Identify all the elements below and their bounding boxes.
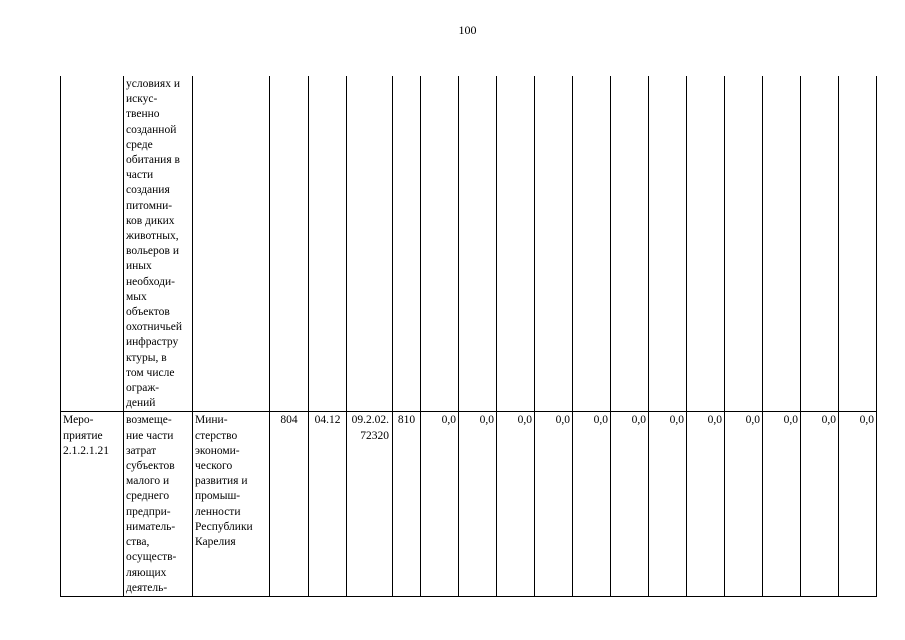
cell-empty xyxy=(801,76,839,412)
cell-value: 0,0 xyxy=(421,412,459,596)
cell-csr: 09.2.02. 72320 xyxy=(347,412,393,596)
page-number: 100 xyxy=(458,23,477,37)
cell-empty xyxy=(421,76,459,412)
cell-grbs: 804 xyxy=(270,412,309,596)
cell-empty xyxy=(535,76,573,412)
cell-empty xyxy=(725,76,763,412)
cell-empty xyxy=(309,76,347,412)
cell-value: 0,0 xyxy=(535,412,573,596)
cell-executor: Мини- стерство экономи- ческого развития и промыш- ленности Республики Карелия xyxy=(193,412,270,596)
cell-value: 0,0 xyxy=(573,412,611,596)
cell-value: 0,0 xyxy=(801,412,839,596)
cell-empty xyxy=(611,76,649,412)
cell-empty xyxy=(347,76,393,412)
cell-measure-empty xyxy=(61,76,124,412)
table-row-measure xyxy=(61,412,877,596)
cell-rzpr: 04.12 xyxy=(309,412,347,596)
cell-value: 0,0 xyxy=(763,412,801,596)
cell-empty xyxy=(763,76,801,412)
cell-empty xyxy=(573,76,611,412)
cell-empty xyxy=(393,76,421,412)
cell-value: 0,0 xyxy=(725,412,763,596)
cell-value: 0,0 xyxy=(459,412,497,596)
cell-empty xyxy=(839,76,877,412)
cell-empty xyxy=(459,76,497,412)
cell-empty xyxy=(497,76,535,412)
budget-table xyxy=(60,76,877,597)
cell-empty xyxy=(687,76,725,412)
cell-description: возмеще- ние части затрат субъектов малого и среднего предпри- ниматель- ства, осуществ- ляющих деятель- xyxy=(124,412,193,596)
table-row-continuation xyxy=(61,76,877,412)
cell-description-continued: условиях и искус- твенно созданной среде обитания в части создания питомни- ков диких животных, вольеров и иных необходи- мых объектов охотничьей инфрастру ктуры, в том числе ограж- дений xyxy=(124,76,193,412)
cell-empty xyxy=(649,76,687,412)
cell-value: 0,0 xyxy=(839,412,877,596)
cell-executor-empty xyxy=(193,76,270,412)
cell-empty xyxy=(270,76,309,412)
cell-value: 0,0 xyxy=(497,412,535,596)
cell-measure: Меро- приятие 2.1.2.1.21 xyxy=(61,412,124,596)
cell-value: 0,0 xyxy=(611,412,649,596)
cell-value: 0,0 xyxy=(649,412,687,596)
cell-value: 0,0 xyxy=(687,412,725,596)
cell-vr: 810 xyxy=(393,412,421,596)
